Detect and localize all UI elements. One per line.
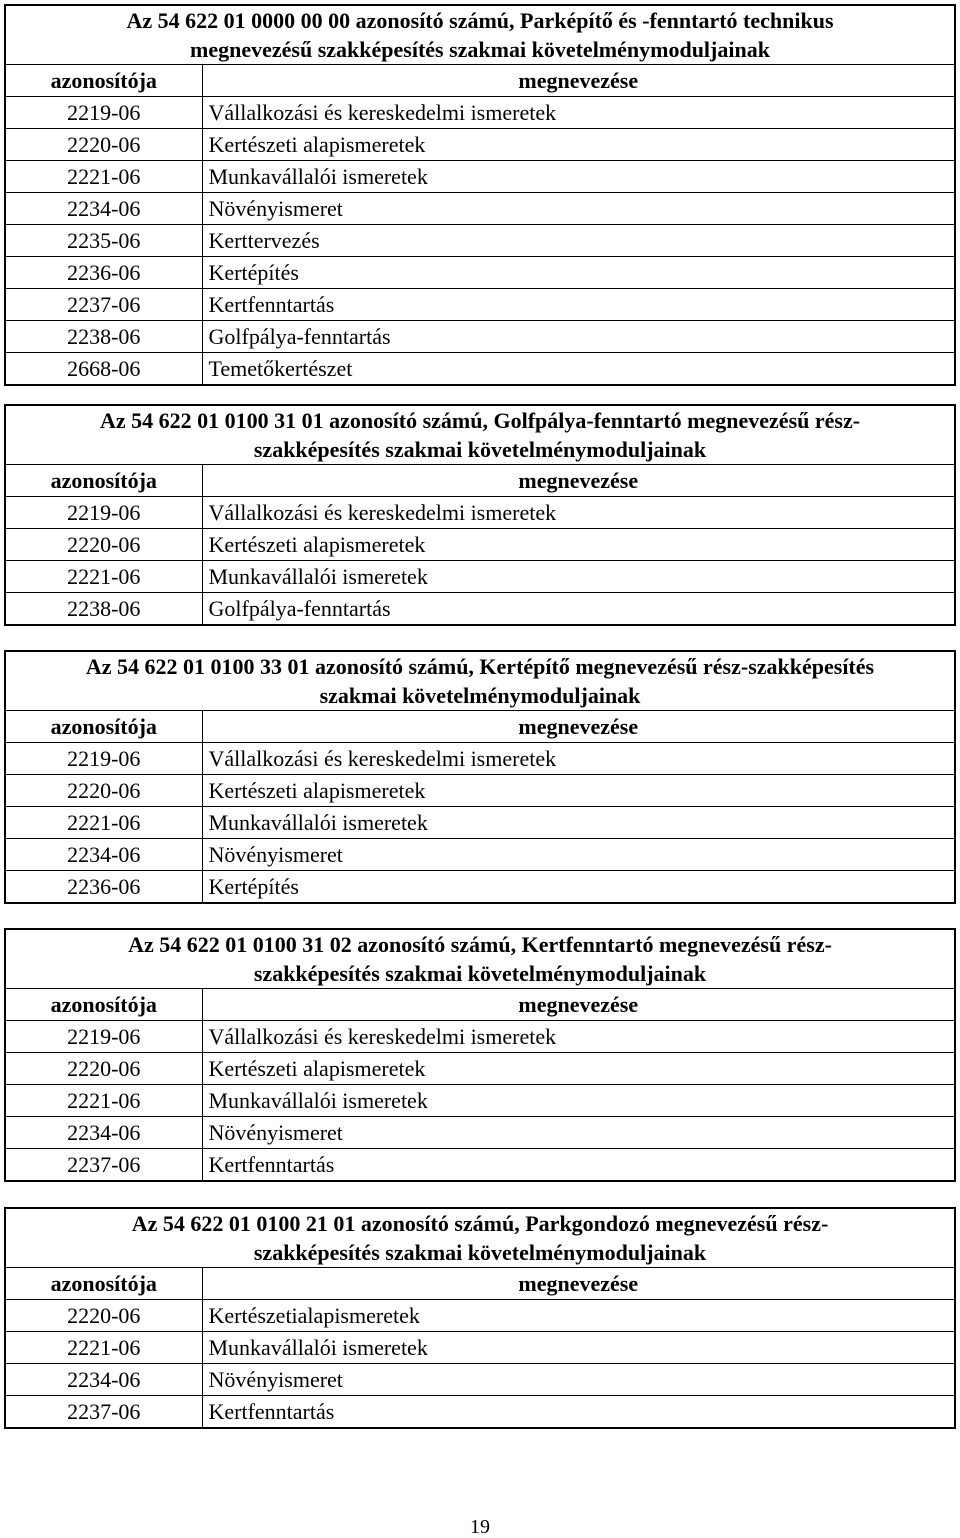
module-code: 2221-06 [6,1085,202,1117]
section-title-line: szakképesítés szakmai követelménymoduljainak [253,1240,707,1265]
module-code: 2220-06 [6,775,202,807]
module-name: Vállalkozási és kereskedelmi ismeretek [202,97,954,129]
module-name: Kertészetialapismeretek [202,1300,954,1332]
module-code: 2220-06 [6,1053,202,1085]
table-row [6,1053,954,1085]
column-header-name: megnevezése [202,711,954,743]
table-row [6,1149,954,1181]
module-code: 2237-06 [6,1149,202,1181]
module-name: Növényismeret [202,1117,954,1149]
module-table-5 [4,1207,956,1429]
module-name: Golfpálya-fenntartás [202,593,954,625]
module-name: Vállalkozási és kereskedelmi ismeretek [202,1021,954,1053]
table-row [6,193,954,225]
module-code: 2221-06 [6,561,202,593]
module-code: 2238-06 [6,321,202,353]
table-row [6,353,954,385]
module-table-2 [4,404,956,626]
module-code: 2237-06 [6,289,202,321]
module-code: 2236-06 [6,257,202,289]
module-name: Golfpálya-fenntartás [202,321,954,353]
column-header-name: megnevezése [202,1268,954,1300]
module-table [6,652,954,902]
column-header-id: azonosítója [6,989,202,1021]
module-name: Kertépítés [202,257,954,289]
column-header-name: megnevezése [202,989,954,1021]
table-row [6,1396,954,1428]
module-name: Munkavállalói ismeretek [202,1332,954,1364]
column-header-id: azonosítója [6,65,202,97]
module-name: Temetőkertészet [202,353,954,385]
module-name: Növényismeret [202,193,954,225]
module-table-4 [4,928,956,1182]
module-name: Kertfenntartás [202,1396,954,1428]
column-header-name: megnevezése [202,465,954,497]
module-name: Munkavállalói ismeretek [202,161,954,193]
module-code: 2234-06 [6,193,202,225]
column-header-name: megnevezése [202,65,954,97]
module-name: Kertészeti alapismeretek [202,1053,954,1085]
module-code: 2219-06 [6,97,202,129]
table-row [6,871,954,903]
module-code: 2235-06 [6,225,202,257]
section-title-line: Az 54 622 01 0100 21 01 azonosító számú, Parkgondozó megnevezésű rész- [131,1211,829,1236]
table-row [6,1332,954,1364]
table-row [6,807,954,839]
section-title [6,1209,954,1268]
module-table [6,6,954,384]
table-row [6,321,954,353]
module-code: 2220-06 [6,529,202,561]
module-code: 2238-06 [6,593,202,625]
module-name: Vállalkozási és kereskedelmi ismeretek [202,743,954,775]
header-row [6,65,954,97]
section-title-line: Az 54 622 01 0100 31 02 azonosító számú, Kertfenntartó megnevezésű rész- [128,932,832,957]
table-row [6,561,954,593]
table-row [6,775,954,807]
table-row [6,289,954,321]
header-row [6,465,954,497]
module-name: Növényismeret [202,839,954,871]
header-row [6,989,954,1021]
table-row [6,497,954,529]
header-row [6,711,954,743]
section-title-line: szakmai követelménymoduljainak [319,683,641,708]
table-row [6,161,954,193]
module-name: Munkavállalói ismeretek [202,561,954,593]
module-name: Munkavállalói ismeretek [202,807,954,839]
section-title-line: Az 54 622 01 0100 33 01 azonosító számú, Kertépítő megnevezésű rész-szakképesítés [85,654,875,679]
module-code: 2668-06 [6,353,202,385]
section-title [6,652,954,711]
table-row [6,97,954,129]
module-name: Növényismeret [202,1364,954,1396]
module-code: 2237-06 [6,1396,202,1428]
column-header-id: azonosítója [6,465,202,497]
section-title-line: szakképesítés szakmai követelménymoduljainak [253,961,707,986]
module-name: Kertépítés [202,871,954,903]
header-row [6,1268,954,1300]
module-code: 2236-06 [6,871,202,903]
table-row [6,1021,954,1053]
module-code: 2234-06 [6,1364,202,1396]
table-row [6,225,954,257]
module-name: Munkavállalói ismeretek [202,1085,954,1117]
module-table-3 [4,650,956,904]
module-name: Kertfenntartás [202,289,954,321]
section-title [6,930,954,989]
module-code: 2219-06 [6,743,202,775]
module-name: Kertészeti alapismeretek [202,129,954,161]
column-header-id: azonosítója [6,711,202,743]
module-code: 2221-06 [6,161,202,193]
module-table-1 [4,4,956,386]
table-row [6,743,954,775]
table-row [6,1117,954,1149]
module-code: 2219-06 [6,1021,202,1053]
module-code: 2221-06 [6,807,202,839]
column-header-id: azonosítója [6,1268,202,1300]
section-title-line: Az 54 622 01 0000 00 00 azonosító számú, Parképítő és -fenntartó technikus [126,8,834,33]
module-table [6,930,954,1180]
table-row [6,839,954,871]
module-name: Kerttervezés [202,225,954,257]
section-title [6,6,954,65]
module-table [6,1209,954,1427]
table-row [6,1300,954,1332]
table-row [6,529,954,561]
table-row [6,1364,954,1396]
module-code: 2220-06 [6,1300,202,1332]
page-number: 19 [470,1516,490,1538]
module-table [6,406,954,624]
module-code: 2234-06 [6,1117,202,1149]
section-title-line: megnevezésű szakképesítés szakmai követelménymoduljainak [190,37,770,62]
table-row [6,129,954,161]
section-title [6,406,954,465]
module-code: 2234-06 [6,839,202,871]
table-row [6,593,954,625]
section-title-line: Az 54 622 01 0100 31 01 azonosító számú, Golfpálya-fenntartó megnevezésű rész- [99,408,861,433]
module-name: Kertészeti alapismeretek [202,775,954,807]
section-title-line: szakképesítés szakmai követelménymoduljainak [253,437,707,462]
module-name: Kertfenntartás [202,1149,954,1181]
module-name: Kertészeti alapismeretek [202,529,954,561]
module-code: 2219-06 [6,497,202,529]
module-code: 2220-06 [6,129,202,161]
table-row [6,1085,954,1117]
module-code: 2221-06 [6,1332,202,1364]
table-row [6,257,954,289]
module-name: Vállalkozási és kereskedelmi ismeretek [202,497,954,529]
